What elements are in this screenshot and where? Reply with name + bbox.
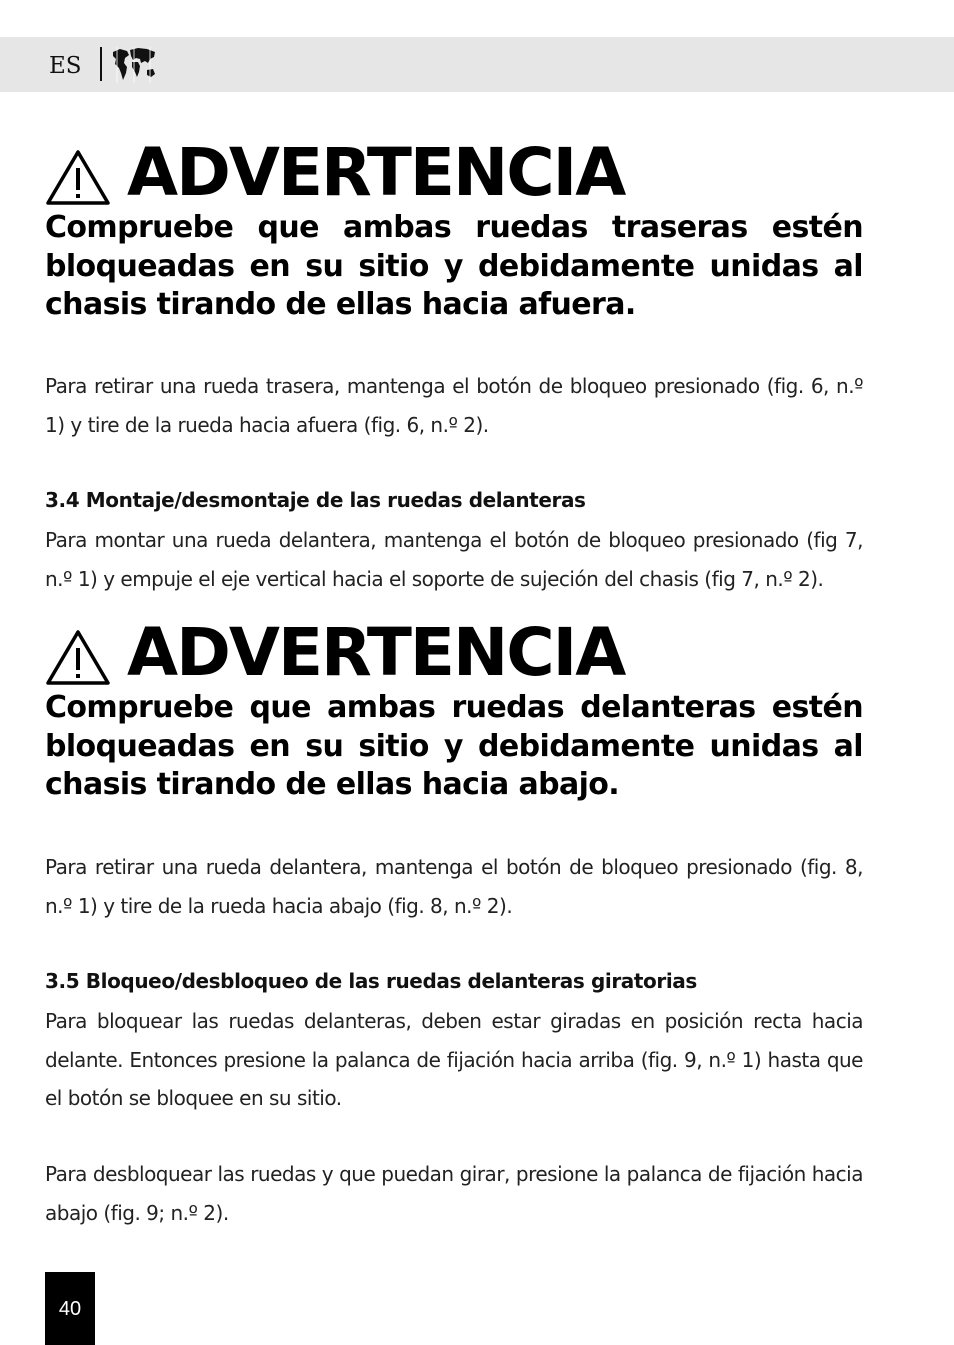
- language-code: ES: [49, 53, 82, 79]
- warning-title: ADVERTENCIA: [127, 134, 625, 211]
- section-heading-3-5: 3.5 Bloqueo/desbloqueo de las ruedas delanteras giratorias: [45, 969, 697, 993]
- warning-triangle-icon: [45, 148, 111, 206]
- page-number: 40: [58, 1298, 82, 1320]
- paragraph-front-wheel-mount: Para montar una rueda delantera, mantenga el botón de bloqueo presionado (fig 7, n.º 1) y empuje el eje vertical hacia el soporte de sujeción del chasis (fig 7, n.º 2).: [45, 528, 863, 591]
- paragraph-front-wheel-removal: Para retirar una rueda delantera, mantenga el botón de bloqueo presionado (fig. 8, n.º 1) y tire de la rueda hacia abajo (fig. 8, n.º 2).: [45, 855, 863, 918]
- header-divider: [100, 47, 102, 81]
- paragraph-rear-wheel-removal: Para retirar una rueda trasera, mantenga el botón de bloqueo presionado (fig. 6, n.º 1) y tire de la rueda hacia afuera (fig. 6, n.º 2).: [45, 374, 863, 437]
- paragraph-lock-swivel: Para bloquear las ruedas delanteras, deben estar giradas en posición recta hacia delante. Entonces presione la palanca de fijación hacia arriba (fig. 9, n.º 1) hasta que el botón se bloquee en su sitio.: [45, 1009, 863, 1110]
- world-map-icon: [110, 46, 158, 84]
- warning-text-1: Compruebe que ambas ruedas traseras estén bloqueadas en su sitio y debidamente unidas al chasis tirando de ellas hacia afuera.: [45, 210, 863, 322]
- paragraph-unlock-swivel: Para desbloquear las ruedas y que puedan girar, presione la palanca de fijación hacia abajo (fig. 9; n.º 2).: [45, 1162, 863, 1225]
- warning-text-2: Compruebe que ambas ruedas delanteras estén bloqueadas en su sitio y debidamente unidas al chasis tirando de ellas hacia abajo.: [45, 690, 863, 802]
- warning-title: ADVERTENCIA: [127, 614, 625, 691]
- section-heading-3-4: 3.4 Montaje/desmontaje de las ruedas delanteras: [45, 488, 586, 512]
- warning-triangle-icon: [45, 628, 111, 686]
- page-number-box: [45, 1272, 95, 1345]
